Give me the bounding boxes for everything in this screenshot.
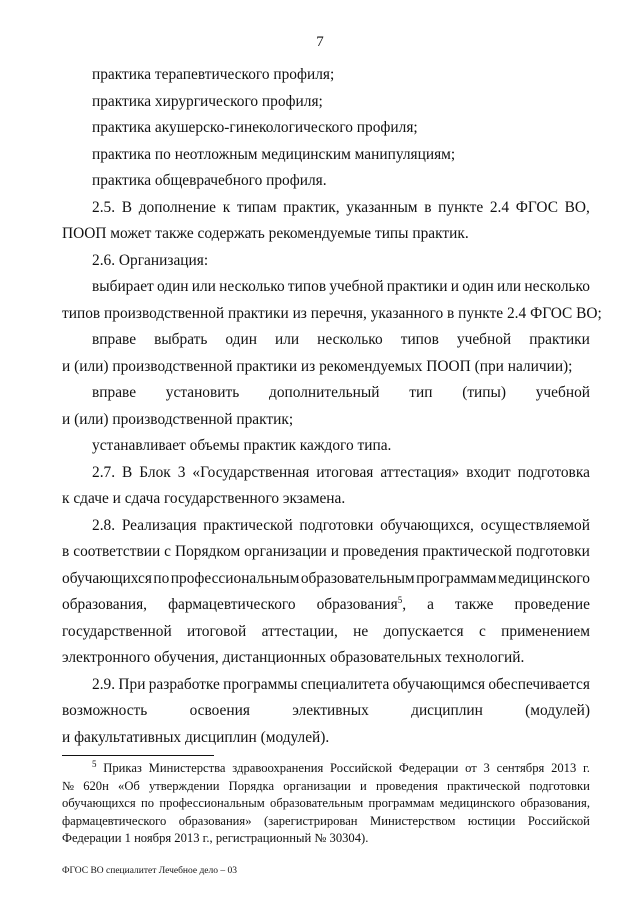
word: сентября bbox=[496, 761, 545, 775]
word: образования$^5$, bbox=[316, 594, 407, 613]
word: образования, bbox=[520, 796, 590, 810]
word: аттестация» bbox=[380, 463, 460, 481]
word: дополнение bbox=[138, 198, 217, 216]
word: (зарегистрирован bbox=[264, 813, 358, 828]
word: несколько bbox=[317, 331, 383, 348]
word: При bbox=[118, 675, 146, 693]
word: и bbox=[360, 778, 367, 793]
body-line bbox=[62, 592, 590, 619]
word: аттестации, bbox=[261, 622, 338, 640]
body-line: практика акушерско-гинекологического профиля; bbox=[92, 119, 418, 136]
word: 2.5. bbox=[92, 198, 116, 216]
body-line bbox=[62, 566, 590, 593]
word: фармацевтического bbox=[168, 596, 296, 613]
word: а bbox=[427, 596, 434, 613]
word: допускается bbox=[383, 622, 464, 640]
word: В bbox=[121, 198, 133, 216]
body-line: и (или) производственной практик; bbox=[62, 410, 294, 428]
word: образования, bbox=[62, 596, 148, 613]
footnote-line bbox=[62, 778, 590, 796]
word: проведения bbox=[375, 778, 438, 793]
word: Приказ bbox=[103, 761, 142, 775]
body-line: типов производственной практики из перечня, указанного в пункте 2.4 ФГОС ВО; bbox=[62, 304, 602, 322]
word: 2.8. bbox=[92, 516, 116, 534]
word: не bbox=[353, 622, 369, 640]
word: ВО, bbox=[564, 198, 590, 216]
body-line: практика по неотложным медицинским манипуляциям; bbox=[92, 145, 456, 163]
word: итоговой bbox=[187, 622, 247, 640]
word: тип bbox=[409, 384, 433, 401]
word: Блок bbox=[139, 463, 171, 481]
word: разработке bbox=[148, 675, 220, 693]
word: подготовки bbox=[515, 543, 590, 560]
word: указанным bbox=[346, 198, 418, 216]
word: или bbox=[496, 278, 522, 295]
word: проведение bbox=[514, 596, 590, 613]
word: дополнительный bbox=[269, 384, 380, 401]
word: 3 bbox=[483, 761, 490, 775]
word: итоговая bbox=[316, 463, 374, 481]
word: здравоохранения bbox=[232, 761, 324, 775]
body-line: устанавливает объемы практик каждого типа. bbox=[92, 437, 392, 454]
body-line bbox=[62, 327, 590, 354]
body-line bbox=[62, 539, 590, 566]
footnote bbox=[62, 760, 590, 848]
footnote-line bbox=[62, 795, 590, 813]
word: профессиональным bbox=[159, 796, 265, 810]
word: организации bbox=[283, 778, 351, 793]
word: пункте bbox=[438, 198, 484, 216]
word: к bbox=[222, 198, 231, 216]
word: обучающимся bbox=[392, 675, 486, 693]
word: 2.4 bbox=[489, 198, 510, 216]
word: возможность bbox=[62, 702, 148, 719]
word: проведения bbox=[342, 543, 419, 560]
word: типам bbox=[236, 198, 277, 216]
word: организации bbox=[244, 543, 327, 560]
word: Российской bbox=[527, 813, 590, 828]
word: с bbox=[164, 543, 171, 560]
word: практической bbox=[447, 778, 521, 793]
word: 2.7. bbox=[92, 463, 116, 481]
word: осуществляемой bbox=[480, 516, 590, 534]
word: практической bbox=[422, 543, 512, 560]
body-line bbox=[62, 513, 590, 540]
word: образовательным bbox=[270, 796, 364, 810]
word: медицинского bbox=[439, 796, 516, 810]
footnote-marker: 5 bbox=[92, 758, 97, 769]
footnote-separator bbox=[62, 755, 214, 756]
word: и bbox=[330, 543, 340, 560]
word: 620н bbox=[83, 778, 109, 793]
footnote-marker: 5 bbox=[397, 594, 403, 605]
word: также bbox=[455, 596, 494, 613]
body-line bbox=[62, 619, 590, 646]
word: г. bbox=[583, 761, 590, 775]
word: освоения bbox=[189, 702, 250, 719]
word: 2.9. bbox=[92, 675, 116, 693]
page-number: 7 bbox=[316, 34, 324, 50]
word: Порядком bbox=[174, 543, 241, 560]
word: «Государственная bbox=[192, 463, 310, 481]
word: выбрать bbox=[154, 331, 208, 348]
word: элективных bbox=[292, 702, 369, 719]
document-body bbox=[62, 62, 602, 751]
footnote-line: Федерации 1 ноября 2013 г., регистрационный № 30304). bbox=[62, 831, 369, 845]
body-line bbox=[62, 698, 590, 725]
word: входит bbox=[466, 463, 511, 481]
body-line bbox=[62, 195, 590, 222]
word: Министерства bbox=[148, 761, 226, 775]
word: образования» bbox=[178, 813, 252, 828]
body-line: практика терапевтического профиля; bbox=[92, 66, 335, 83]
word: по bbox=[153, 569, 170, 587]
word: фармацевтического bbox=[62, 813, 167, 828]
word: в bbox=[62, 543, 70, 560]
word: учебной bbox=[456, 331, 512, 348]
body-line: и факультативных дисциплин (модулей). bbox=[62, 728, 330, 746]
word: программы bbox=[223, 675, 298, 693]
word: государственной bbox=[62, 622, 172, 640]
word: один bbox=[156, 278, 189, 295]
word: № bbox=[62, 778, 75, 793]
body-line: к сдаче и сдача государственного экзамена. bbox=[62, 490, 346, 507]
word: «Об bbox=[118, 778, 140, 793]
word: обеспечивается bbox=[488, 675, 590, 693]
body-line bbox=[62, 274, 590, 301]
word: соответствии bbox=[73, 543, 161, 560]
body-line: ПООП может также содержать рекомендуемые типы практик. bbox=[62, 225, 469, 242]
word: (типы) bbox=[462, 384, 506, 401]
footnote-line bbox=[62, 760, 590, 778]
word: от bbox=[465, 761, 477, 775]
word: подготовки bbox=[529, 778, 590, 793]
word: установить bbox=[165, 384, 240, 401]
word: практик, bbox=[283, 198, 340, 216]
word: подготовка bbox=[517, 463, 590, 481]
word: профессиональным bbox=[170, 569, 300, 587]
word: медицинского bbox=[497, 569, 590, 587]
word: дисциплин bbox=[411, 702, 483, 719]
word: с bbox=[478, 622, 486, 640]
word: практики bbox=[529, 331, 590, 348]
body-line: и (или) производственной практики из рекомендуемых ПООП (при наличии); bbox=[62, 357, 573, 375]
body-line bbox=[62, 672, 590, 699]
word: юстиции bbox=[467, 813, 516, 828]
word: вправе bbox=[92, 331, 137, 348]
body-line bbox=[62, 380, 590, 407]
word: ФГОС bbox=[515, 198, 558, 216]
word: обучающихся bbox=[62, 569, 152, 587]
page-footer: ФГОС ВО специалитет Лечебное дело – 03 bbox=[62, 866, 237, 876]
word: практической bbox=[203, 516, 293, 534]
word bbox=[92, 760, 97, 778]
word: практики bbox=[386, 278, 448, 295]
word: 2013 bbox=[551, 761, 577, 775]
word: в bbox=[424, 198, 432, 216]
word: программам bbox=[416, 569, 497, 587]
word: несколько bbox=[219, 278, 285, 295]
word: учебной bbox=[535, 384, 590, 401]
word: Российской bbox=[330, 761, 393, 775]
word: применением bbox=[501, 622, 590, 640]
body-line: практика хирургического профиля; bbox=[92, 92, 323, 110]
word: один bbox=[462, 278, 494, 295]
word: утверждении bbox=[149, 778, 220, 793]
word: типов bbox=[400, 331, 439, 348]
word: Порядка bbox=[228, 778, 275, 793]
word: по bbox=[140, 796, 155, 810]
word: вправе bbox=[92, 384, 137, 401]
word: один bbox=[225, 331, 257, 348]
word: подготовки bbox=[299, 516, 374, 534]
footnote-line bbox=[62, 813, 590, 831]
word: или bbox=[274, 331, 300, 348]
body-line: 2.6. Организация: bbox=[92, 251, 209, 269]
word: и bbox=[450, 278, 459, 295]
word: обучающихся bbox=[62, 796, 136, 810]
word: обучающихся, bbox=[380, 516, 474, 534]
word: или bbox=[191, 278, 216, 295]
body-line: практика общеврачебного профиля. bbox=[92, 172, 327, 189]
word: образовательным bbox=[300, 569, 415, 587]
body-line bbox=[62, 460, 590, 487]
word: программам bbox=[368, 796, 435, 810]
word: Министерством bbox=[370, 813, 456, 828]
word: типов bbox=[287, 278, 327, 295]
word: Федерации bbox=[398, 761, 459, 775]
body-line: электронного обучения, дистанционных образовательных технологий. bbox=[62, 649, 525, 666]
word: несколько bbox=[524, 278, 590, 295]
word: В bbox=[122, 463, 133, 481]
word: 3 bbox=[177, 463, 186, 481]
word: учебной bbox=[329, 278, 384, 295]
word: (модулей) bbox=[525, 702, 590, 719]
word: Реализация bbox=[121, 516, 197, 534]
word: специалитета bbox=[300, 675, 390, 693]
word: выбирает bbox=[92, 278, 154, 295]
